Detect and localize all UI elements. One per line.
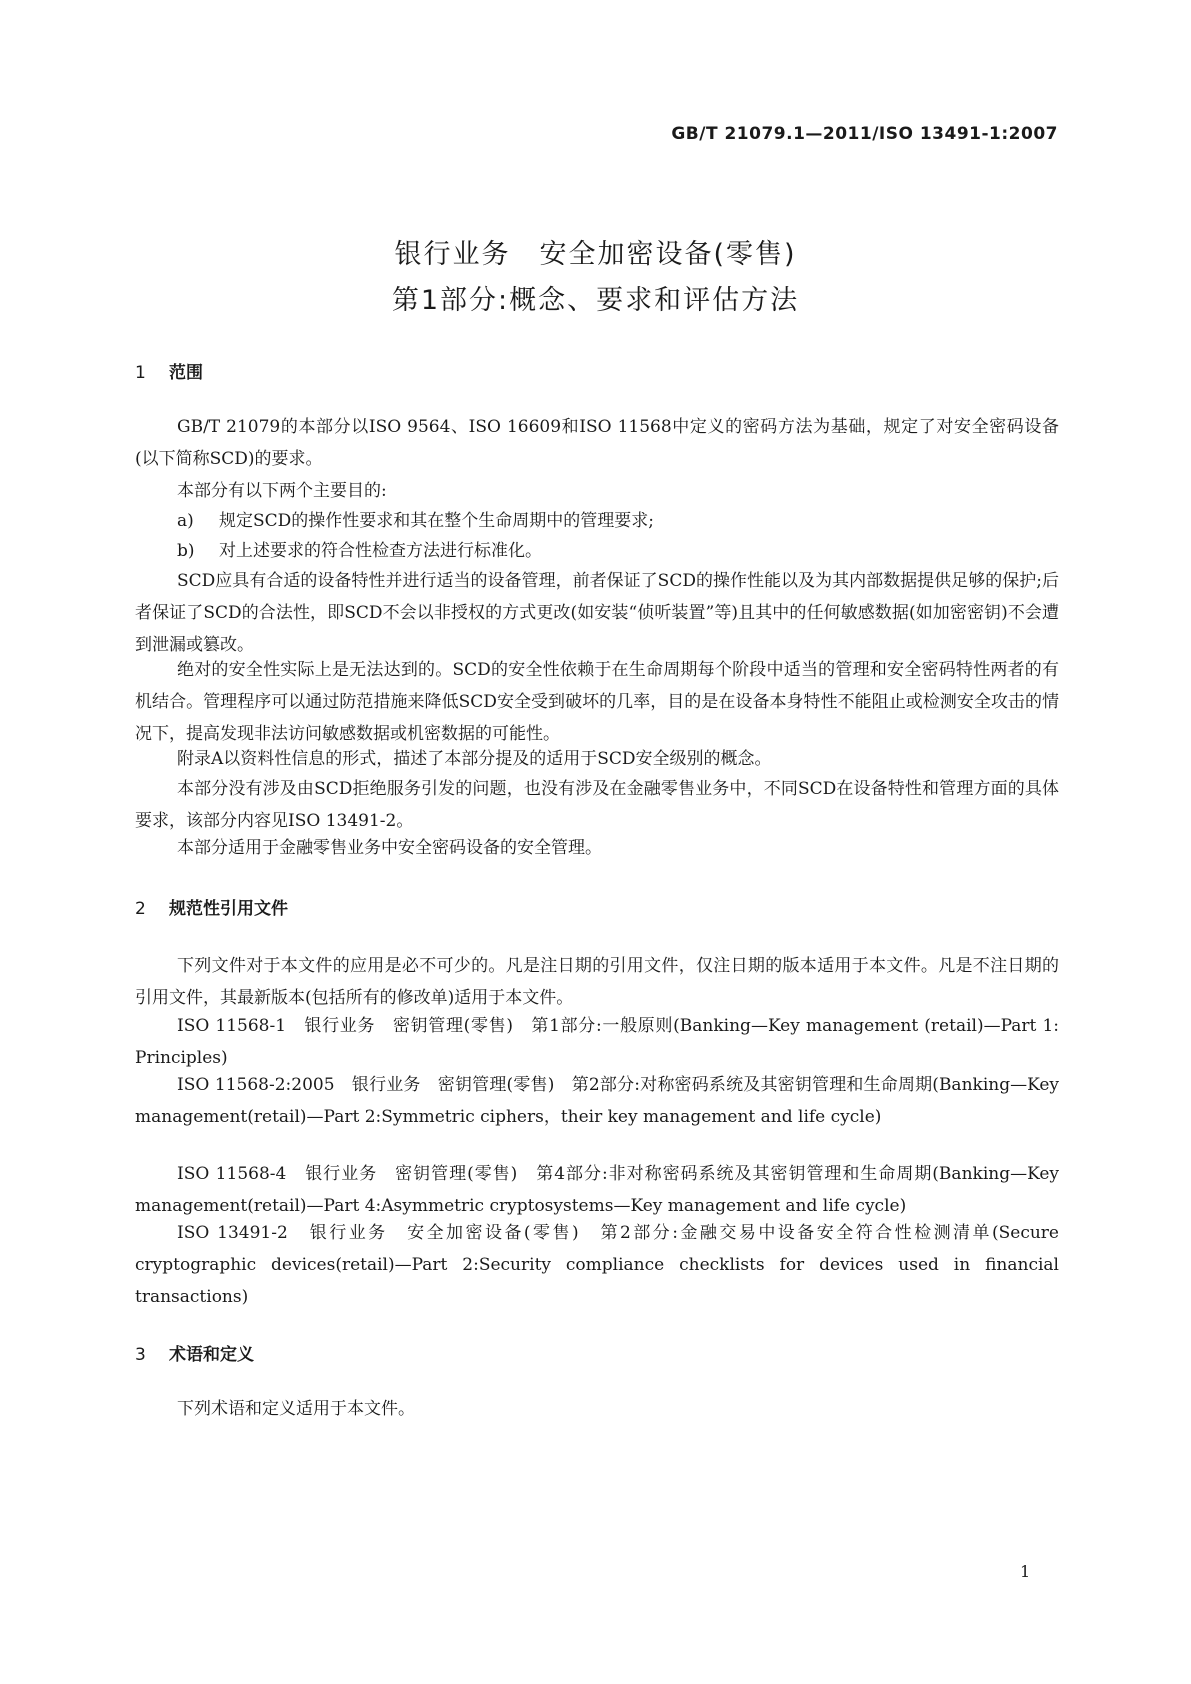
section-number: 1 (135, 363, 146, 383)
section-3-heading (135, 1340, 254, 1365)
document-title-line2: 第1部分:概念、要求和评估方法 (391, 285, 800, 316)
reference-entry: ISO 13491-2 银行业务 安全加密设备(零售) 第2部分:金融交易中设备安全符合性检测清单(Secure cryptographic devices(retail)—Part 2:Security compliance checklists for devices used in financial transactions) (135, 1223, 1059, 1307)
paragraph: 本部分适用于金融零售业务中安全密码设备的安全管理。 (177, 838, 602, 858)
list-item (177, 535, 1059, 567)
standard-number: GB/T 21079.1—2011/ISO 13491-1:2007 (671, 124, 1058, 144)
paragraph: 下列术语和定义适用于本文件。 (177, 1399, 415, 1419)
paragraph: 附录A以资料性信息的形式，描述了本部分提及的适用于SCD安全级别的概念。 (177, 749, 772, 769)
section-title: 规范性引用文件 (169, 899, 288, 919)
list-marker: a) (177, 511, 194, 531)
page-number: 1 (1020, 1562, 1031, 1581)
reference-entry: ISO 11568-2:2005 银行业务 密钥管理(零售) 第2部分:对称密码系统及其密钥管理和生命周期(Banking—Key management(retail)—Part 2:Symmetric ciphers，their key management and life cycle) (135, 1075, 1059, 1127)
paragraph: 本部分没有涉及由SCD拒绝服务引发的问题，也没有涉及在金融零售业务中，不同SCD在设备特性和管理方面的具体要求，该部分内容见ISO 13491-2。 (135, 779, 1059, 831)
paragraph: 本部分有以下两个主要目的: (177, 481, 387, 501)
list-marker: b) (177, 541, 195, 561)
paragraph: 绝对的安全性实际上是无法达到的。SCD的安全性依赖于在生命周期每个阶段中适当的管理和安全密码特性两者的有机结合。管理程序可以通过防范措施来降低SCD安全受到破坏的几率，目的是在设备本身特性不能阻止或检测安全攻击的情况下，提高发现非法访问敏感数据或机密数据的可能性。 (135, 660, 1059, 744)
paragraph: GB/T 21079的本部分以ISO 9564、ISO 16609和ISO 11568中定义的密码方法为基础，规定了对安全密码设备(以下简称SCD)的要求。 (135, 417, 1059, 469)
section-1-heading (135, 358, 203, 383)
list-text: 规定SCD的操作性要求和其在整个生命周期中的管理要求; (219, 511, 655, 531)
reference-entry: ISO 11568-4 银行业务 密钥管理(零售) 第4部分:非对称密码系统及其密钥管理和生命周期(Banking—Key management(retail)—Part 4:Asymmetric cryptosystems—Key management and life cycle) (135, 1164, 1059, 1216)
section-2-heading (135, 894, 288, 919)
paragraph: SCD应具有合适的设备特性并进行适当的设备管理，前者保证了SCD的操作性能以及为其内部数据提供足够的保护;后者保证了SCD的合法性，即SCD不会以非授权的方式更改(如安装“侦听装置”等)且其中的任何敏感数据(如加密密钥)不会遭到泄漏或篡改。 (135, 571, 1059, 655)
section-number: 2 (135, 899, 146, 919)
section-number: 3 (135, 1345, 146, 1365)
section-title: 术语和定义 (169, 1345, 254, 1365)
reference-entry: ISO 11568-1 银行业务 密钥管理(零售) 第1部分:一般原则(Banking—Key management (retail)—Part 1: Principles) (135, 1016, 1059, 1068)
document-title-line1: 银行业务 安全加密设备(零售) (394, 239, 797, 270)
section-title: 范围 (169, 363, 203, 383)
list-text: 对上述要求的符合性检查方法进行标准化。 (219, 541, 542, 561)
paragraph: 下列文件对于本文件的应用是必不可少的。凡是注日期的引用文件，仅注日期的版本适用于本文件。凡是不注日期的引用文件，其最新版本(包括所有的修改单)适用于本文件。 (135, 956, 1059, 1008)
list-item (177, 505, 1059, 537)
